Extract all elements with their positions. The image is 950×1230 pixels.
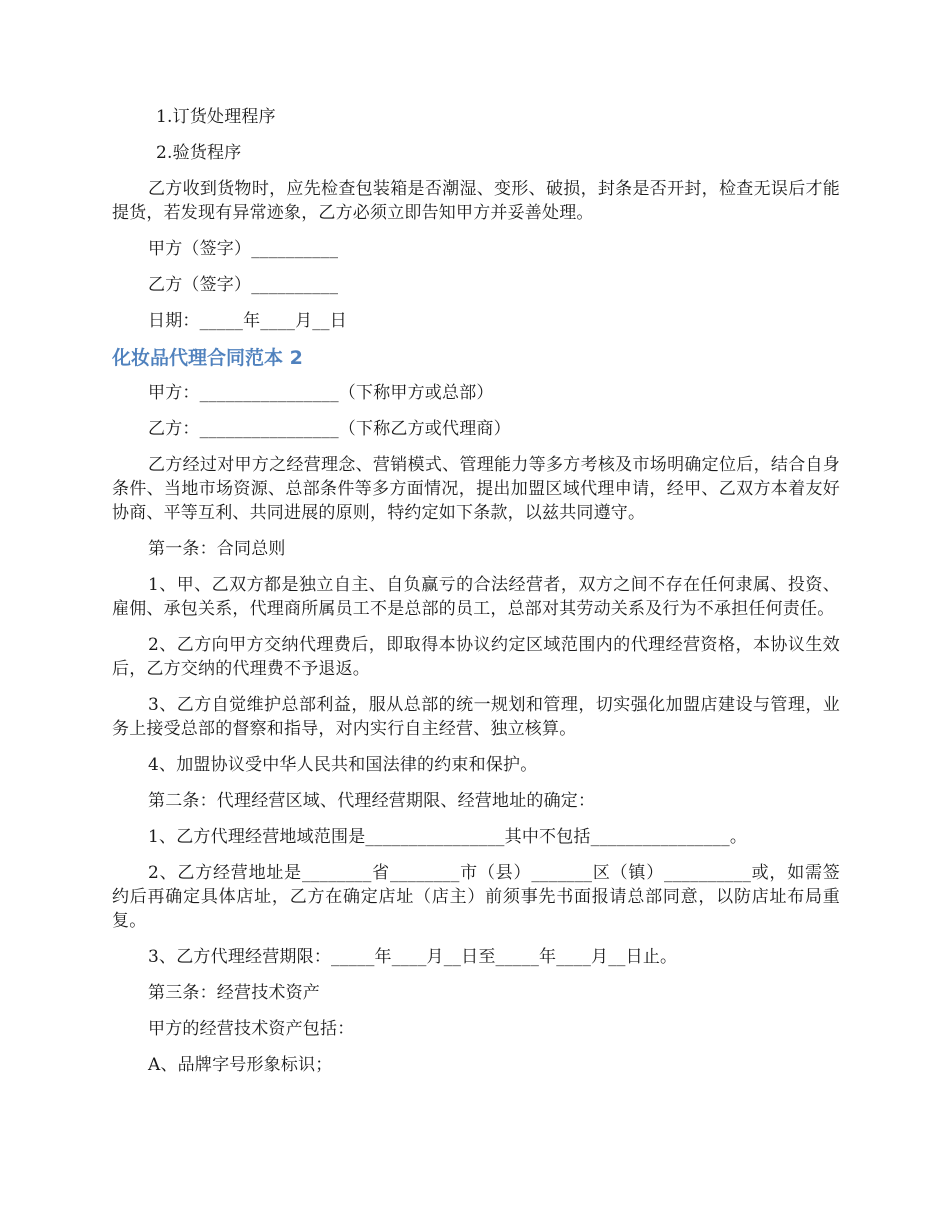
article-2-title: 第二条：代理经营区域、代理经营期限、经营地址的确定： <box>148 791 596 811</box>
article-1-clause-1: 1、甲、乙双方都是独立自主、自负赢亏的合法经营者，双方之间不存在任何隶属、投资、雇佣、承包关系，代理商所属员工不是总部的员工，总部对其劳动关系及行为不承担任何责任。 <box>112 575 840 619</box>
article-3-item-a: A、品牌字号形象标识； <box>148 1055 333 1075</box>
list-item-order-process: 1.订货处理程序 <box>156 107 276 127</box>
party-a-signature: 甲方（签字）__________ <box>148 239 339 259</box>
article-1-title: 第一条：合同总则 <box>148 539 286 559</box>
list-item-inspection-process: 2.验货程序 <box>156 143 242 163</box>
party-b-signature: 乙方（签字）__________ <box>148 275 339 295</box>
article-3-intro: 甲方的经营技术资产包括： <box>148 1019 355 1039</box>
article-2-clause-1: 1、乙方代理经营地域范围是________________其中不包括________________。 <box>148 827 748 847</box>
paragraph-inspection: 乙方收到货物时，应先检查包装箱是否潮湿、变形、破损，封条是否开封，检查无误后才能提货，若发现有异常迹象，乙方必须立即告知甲方并妥善处理。 <box>112 179 840 223</box>
article-1-clause-4: 4、加盟协议受中华人民共和国法律的约束和保护。 <box>148 755 538 775</box>
party-a-line: 甲方：________________（下称甲方或总部） <box>148 383 494 403</box>
date-line: 日期：_____年____月__日 <box>148 311 347 331</box>
article-1-clause-3: 3、乙方自觉维护总部利益，服从总部的统一规划和管理，切实强化加盟店建设与管理，业务上接受总部的督察和指导，对内实行自主经营、独立核算。 <box>112 695 840 739</box>
paragraph-intro: 乙方经过对甲方之经营理念、营销模式、管理能力等多方考核及市场明确定位后，结合自身条件、当地市场资源、总部条件等多方面情况，提出加盟区域代理申请，经甲、乙双方本着友好协商、平等互利、共同进展的原则，特约定如下条款，以兹共同遵守。 <box>112 455 840 523</box>
section-heading: 化妆品代理合同范本 2 <box>112 347 303 369</box>
article-3-title: 第三条：经营技术资产 <box>148 983 320 1003</box>
party-b-line: 乙方：________________（下称乙方或代理商） <box>148 419 511 439</box>
article-2-clause-3: 3、乙方代理经营期限：_____年____月__日至_____年____月__日止。 <box>148 947 678 967</box>
article-2-clause-2: 2、乙方经营地址是________省________市（县）_______区（镇）__________或，如需签约后再确定具体店址，乙方在确定店址（店主）前须事先书面报请总部同意，以防店址布局重复。 <box>112 863 840 931</box>
document-page <box>112 105 840 1089</box>
article-1-clause-2: 2、乙方向甲方交纳代理费后，即取得本协议约定区域范围内的代理经营资格，本协议生效后，乙方交纳的代理费不予退返。 <box>112 635 840 679</box>
